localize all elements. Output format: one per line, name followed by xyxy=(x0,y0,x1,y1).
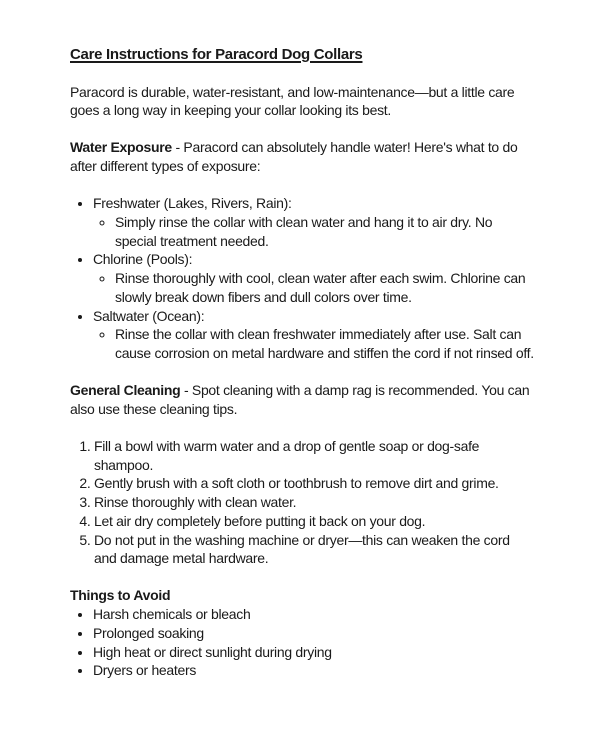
list-item-chlorine xyxy=(93,250,535,306)
list-item-label: Freshwater (Lakes, Rivers, Rain): xyxy=(93,195,292,212)
cleaning-steps-list xyxy=(70,437,535,568)
list-item-saltwater xyxy=(93,307,535,363)
avoid-list xyxy=(70,605,535,680)
water-exposure-paragraph xyxy=(70,138,535,175)
water-exposure-text: - Paracord can absolutely handle water! Here's what to do after different types of exposure: xyxy=(70,139,518,175)
cleaning-step-4 xyxy=(94,512,535,531)
freshwater-sublist xyxy=(93,213,535,250)
list-item-label: Saltwater (Ocean): xyxy=(93,307,205,324)
document-title: Care Instructions for Paracord Dog Collars xyxy=(70,46,363,63)
general-cleaning-text: - Spot cleaning with a damp rag is recommended. You can also use these cleaning tips. xyxy=(70,382,530,417)
cleaning-step-2 xyxy=(94,474,535,493)
cleaning-step-text: Rinse thoroughly with clean water. xyxy=(94,494,297,511)
list-item-chlorine-detail xyxy=(115,269,535,306)
avoid-item-text: Prolonged soaking xyxy=(93,624,204,641)
cleaning-step-text: Do not put in the washing machine or dryer—this can weaken the cord and damage metal hardware. xyxy=(94,531,510,567)
list-item-detail-text: Rinse the collar with clean freshwater immediately after use. Salt can cause corrosion on metal hardware and stiffen the cord if not rinsed off. xyxy=(115,326,534,361)
list-item-freshwater-detail xyxy=(115,213,535,250)
list-item-detail-text: Rinse thoroughly with cool, clean water after each swim. Chlorine can slowly break down fibers and dull colors over time. xyxy=(115,270,526,305)
avoid-item-chemicals xyxy=(93,605,535,624)
list-item-saltwater-detail xyxy=(115,325,535,362)
avoid-item-text: High heat or direct sunlight during drying xyxy=(93,643,332,660)
cleaning-step-1 xyxy=(94,437,535,474)
intro-paragraph xyxy=(70,83,535,120)
list-item-freshwater xyxy=(93,194,535,250)
avoid-item-dryers xyxy=(93,661,535,680)
saltwater-sublist xyxy=(93,325,535,362)
list-item-detail-text: Simply rinse the collar with clean water and hang it to air dry. No special treatment needed. xyxy=(115,214,493,249)
cleaning-step-5 xyxy=(94,531,535,568)
things-to-avoid-heading: Things to Avoid xyxy=(70,587,171,604)
general-cleaning-heading: General Cleaning xyxy=(70,382,181,399)
cleaning-step-3 xyxy=(94,493,535,512)
avoid-item-soaking xyxy=(93,624,535,643)
water-exposure-heading: Water Exposure xyxy=(70,139,172,156)
things-to-avoid-paragraph xyxy=(70,586,535,605)
cleaning-step-text: Gently brush with a soft cloth or toothbrush to remove dirt and grime. xyxy=(94,475,499,492)
list-item-label: Chlorine (Pools): xyxy=(93,251,193,268)
cleaning-step-text: Fill a bowl with warm water and a drop of gentle soap or dog-safe shampoo. xyxy=(94,438,480,473)
water-exposure-list xyxy=(70,194,535,362)
chlorine-sublist xyxy=(93,269,535,306)
avoid-item-text: Dryers or heaters xyxy=(93,662,197,679)
avoid-item-text: Harsh chemicals or bleach xyxy=(93,606,251,623)
general-cleaning-paragraph xyxy=(70,381,535,418)
cleaning-step-text: Let air dry completely before putting it back on your dog. xyxy=(94,512,426,529)
intro-text: Paracord is durable, water-resistant, and low-maintenance—but a little care goes a long way in keeping your collar looking its best. xyxy=(70,83,515,119)
avoid-item-heat xyxy=(93,643,535,662)
